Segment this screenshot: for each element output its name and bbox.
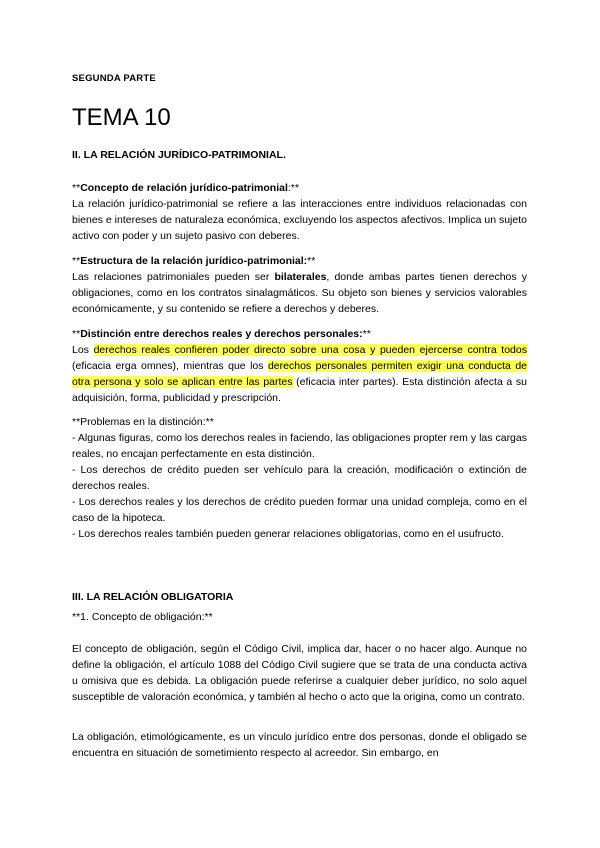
problem-item: - Los derechos reales también pueden generar relaciones obligatorias, como en el usufructo. [72, 528, 504, 540]
distinction-text-2: (eficacia erga omnes), mientras que los [72, 360, 268, 372]
structure-heading [72, 253, 527, 269]
concept-heading-text: Concepto de relación jurídico-patrimonial [80, 182, 288, 194]
heading-marker: ** [362, 328, 371, 340]
problem-item: - Los derechos reales y los derechos de crédito pueden formar una unidad compleja, como en el caso de la hipoteca. [72, 496, 527, 524]
problems-block [72, 414, 527, 542]
tema-title: TEMA 10 [72, 104, 171, 131]
highlight-personal-rights: derechos personales permiten exigir una conducta de otra persona y solo se aplican entre las partes [72, 360, 528, 388]
obligation-paragraph-2: La obligación, etimológicamente, es un vínculo jurídico entre dos personas, donde el obligado se encuentra en situación de sometimiento respecto al acreedor. Sin embargo, en [72, 731, 527, 759]
heading-marker: ** [307, 255, 316, 267]
highlight-real-rights: derechos reales confieren poder directo sobre una cosa y pueden ejercerse contra todos [93, 344, 527, 356]
problem-item: - Los derechos de crédito pueden ser vehículo para la creación, modificación o extinción de derechos reales. [72, 464, 527, 492]
section-3-heading: III. LA RELACIÓN OBLIGATORIA [72, 591, 234, 603]
heading-marker: :** [287, 182, 299, 194]
structure-heading-text: Estructura de la relación jurídico-patrimonial: [80, 255, 308, 267]
distinction-text [72, 342, 527, 406]
structure-text-bold: bilaterales [274, 271, 327, 283]
structure-text-pre: Las relaciones patrimoniales pueden ser [72, 271, 275, 283]
heading-marker: ** [72, 255, 81, 267]
distinction-heading-text: Distinción entre derechos reales y derechos personales: [80, 328, 363, 340]
structure-text-post: , donde ambas partes tienen derechos y obligaciones, como en los contratos sinalagmáticos. Su objeto son bienes y servicios valorables económicamente, y su contenido se refiere a derechos y deberes. [72, 271, 528, 315]
distinction-block [72, 326, 527, 406]
structure-text [72, 269, 527, 317]
concept-block [72, 180, 527, 244]
problem-item: - Algunas figuras, como los derechos reales in faciendo, las obligaciones propter rem y las cargas reales, no encajan perfectamente en esta distinción. [72, 432, 527, 460]
distinction-heading [72, 326, 527, 342]
concept-heading [72, 180, 527, 196]
distinction-text-3: (eficacia inter partes). Esta distinción afecta a su adquisición, forma, publicidad y prescripción. [72, 376, 527, 404]
obligation-paragraph-1: El concepto de obligación, según el Código Civil, implica dar, hacer o no hacer algo. Aunque no define la obligación, el artículo 1088 del Código Civil sugiere que se trata de una conducta activa u omisiva que es debida. La obligación puede referirse a cualquier deber jurídico, no solo aquel susceptible de valoración económica, y también al hecho o acto que la origina, como un contrato. [72, 643, 527, 703]
section-2-heading: II. LA RELACIÓN JURÍDICO-PATRIMONIAL. [72, 149, 286, 161]
problems-heading: **Problemas en la distinción:** [72, 416, 214, 428]
part-title: SEGUNDA PARTE [72, 73, 156, 84]
distinction-text-1: Los [72, 344, 94, 356]
heading-marker: ** [72, 182, 81, 194]
heading-marker: ** [72, 328, 81, 340]
concept-text: La relación jurídico-patrimonial se refiere a las interacciones entre individuos relacionadas con bienes e intereses de naturaleza económica, excluyendo los aspectos afectivos. Implica un sujeto activo con poder y un sujeto pasivo con deberes. [72, 198, 527, 242]
structure-block [72, 253, 527, 317]
obligation-subheading: **1. Concepto de obligación:** [72, 611, 213, 623]
